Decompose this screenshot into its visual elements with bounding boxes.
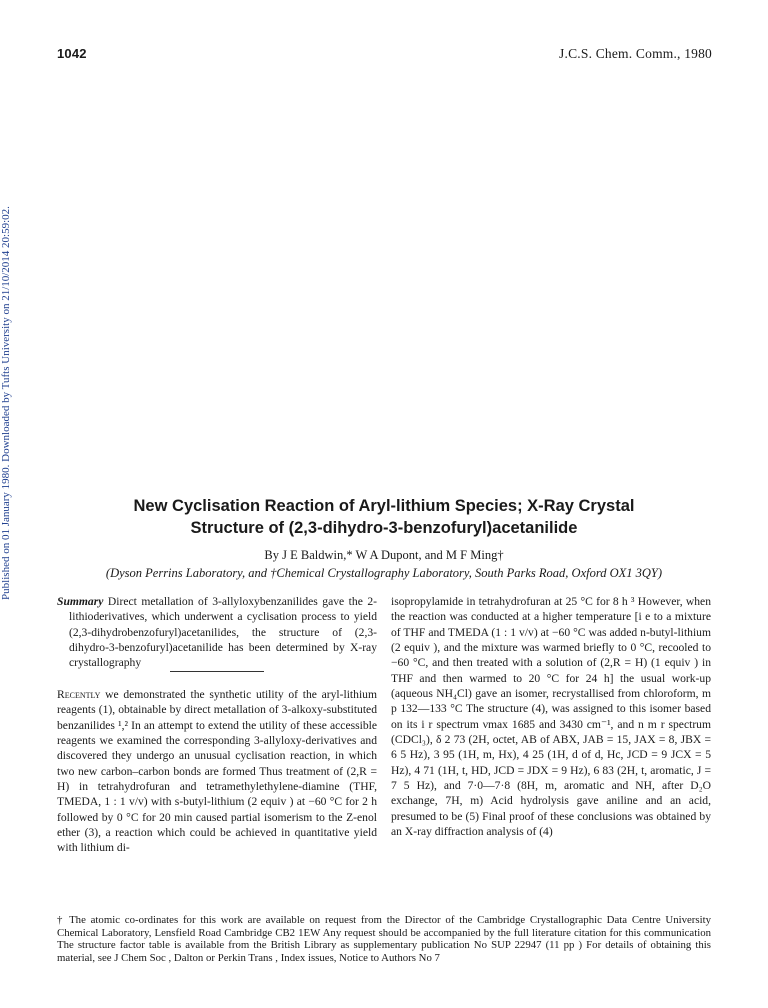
article-title-line-1: New Cyclisation Reaction of Aryl-lithium Species; X-Ray Crystal — [133, 497, 635, 515]
body-right-column — [391, 594, 711, 840]
body-right-text: isopropylamide in tetrahydrofuran at 25 °C for 8 h ³ However, when the reaction was conducted at a higher temperature [i e to a mixture of THF and TMEDA (1 : 1 v/v) at −60 °C was added n-butyl-lithium (2 equiv ), and the mixture was warmed briefly to 0 °C, recooled to −60 °C, and then treated with a solution of (2,R = H) (1 equiv ) in THF and then warmed to 20 °C for 24 h] the usual work-up (aqueous NH₄Cl) gave an isomer, recrystallised from chloroform, m p 132—133 °C The structure (4), was assigned to this isomer based on its i r spectrum νmax 1685 and 3430 cm⁻¹, and n m r spectrum (CDCl₃), δ 2 73 (2H, octet, AB of ABX, JAB = 15, JAX = 8, JBX = 6 5 Hz), 3 95 (1H, m, Hx), 4 25 (1H, d of d, Hc, JCD = 9 JCX = 5 Hz), 4 71 (1H, t, HD, JCD = JDX = 9 Hz), 6 83 (2H, t, aromatic, J = 7 5 Hz), and 7·0—7·8 (8H, m, aromatic and NH, after D₂O exchange, 7H, m) Acid hydrolysis gave aniline and an acid, presumed to be (5) Final proof of these conclusions was obtained by an X-ray diffraction analysis of (4) — [391, 595, 711, 839]
article-title-line-2: Structure of (2,3-dihydro-3-benzofuryl)acetanilide — [190, 519, 578, 537]
intro-lead-word: Recently — [57, 688, 101, 701]
article-affiliation: (Dyson Perrins Laboratory, and †Chemical Crystallography Laboratory, South Parks Road, Oxford OX1 3QY) — [105, 566, 663, 580]
publication-notice-link[interactable]: Published on 01 January 1980. Downloaded by Tufts University on 21/10/2014 20:59:02. — [0, 206, 12, 600]
article-title — [60, 495, 708, 539]
summary-label: Summary — [57, 595, 104, 608]
page-number: 1042 — [57, 46, 87, 61]
article-authors: By J E Baldwin,* W A Dupont, and M F Ming† — [264, 548, 504, 562]
summary-paragraph — [57, 594, 377, 671]
body-left-column — [57, 687, 377, 856]
summary-text: Direct metallation of 3-allyloxybenzanilides gave the 2-lithioderivatives, which underwent a cyclisation process to yield (2,3-dihydrobenzofuryl)acetanilides, the structure of (2,3-dihydro-3-benzofuryl)acetanilide has been determined by X-ray crystallography — [69, 595, 378, 670]
body-left-text: we demonstrated the synthetic utility of the aryl-lithium reagents (1), obtainable by direct metallation of 3-alkoxy-substituted benzanilides ¹,² In an attempt to extend the utility of these accessible reagents we examined the corresponding 3-allyloxy-derivatives and discovered they undergo an unusual cyclisation reaction, in which two new carbon–carbon bonds are formed Thus treatment of (2,R = H) in tetrahydrofuran and tetramethylethylene-diamine (THF, TMEDA, 1 : 1 v/v) with s-butyl-lithium (2 equiv ) at −60 °C for 2 h followed by 0 °C for 20 min caused partial isomerism to the Z-enol ether (3), a reaction which could be achieved in quantitative yield with lithium di- — [57, 688, 377, 855]
journal-citation: J.C.S. Chem. Comm., 1980 — [559, 46, 712, 61]
footnote: † The atomic co-ordinates for this work are available on request from the Director of the Cambridge Crystallographic Data Centre University Chemical Laboratory, Lensfield Road Cambridge CB2 1EW Any request should be accompanied by the full literature citation for this communication The structure factor table is available from the British Library as supplementary publication No SUP 22947 (11 pp ) For details of obtaining this material, see J Chem Soc , Dalton or Perkin Trans , Index issues, Notice to Authors No 7 — [57, 914, 711, 964]
section-divider — [170, 671, 264, 672]
